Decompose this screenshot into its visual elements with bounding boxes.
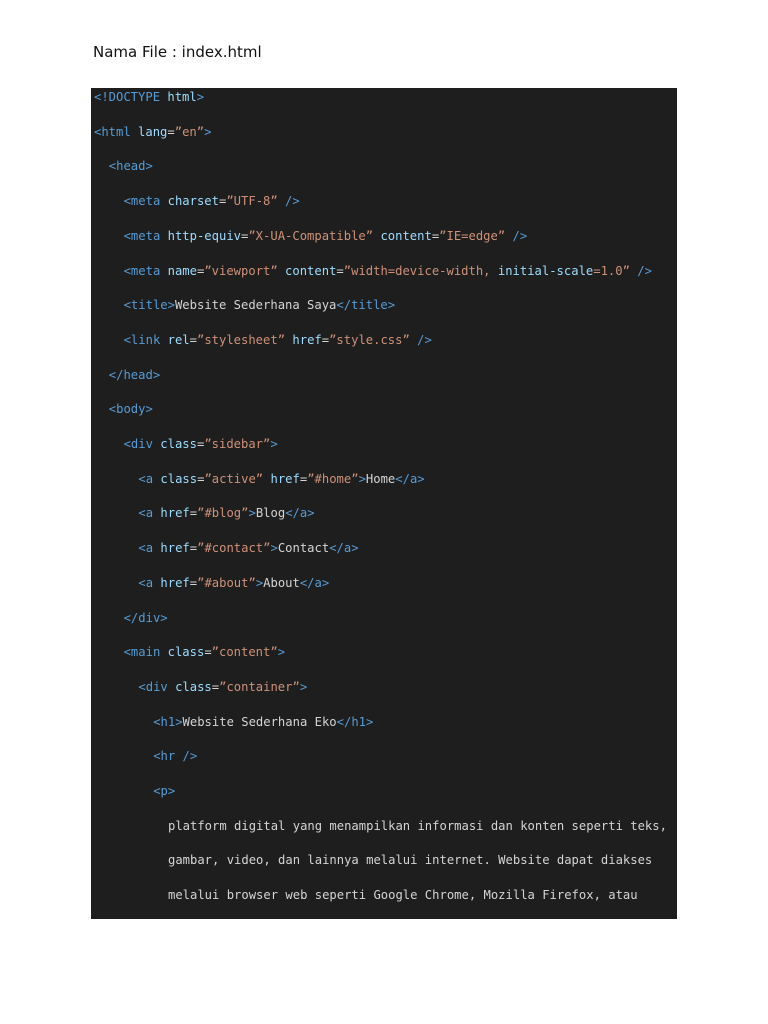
code-line (124, 331, 432, 349)
code-token: ”stylesheet” (196, 332, 286, 347)
code-token: <a (138, 575, 161, 590)
code-token: <div (123, 437, 161, 451)
code-token: href (160, 541, 190, 556)
code-token: <main (123, 645, 168, 660)
code-token: > (358, 471, 366, 486)
code-token: ”container” (219, 679, 300, 694)
code-line (94, 123, 211, 141)
code-token: > (204, 124, 212, 139)
code-token: = (211, 679, 220, 694)
code-token: rel (167, 332, 190, 347)
code-block (91, 88, 677, 919)
code-token: = (299, 471, 308, 486)
code-token: class (167, 645, 205, 660)
code-token: <html (94, 124, 139, 139)
code-token: = (196, 437, 205, 451)
code-token: class (160, 471, 198, 486)
file-name-label: Nama File : index.html (93, 43, 262, 61)
code-line (138, 470, 424, 488)
code-token: = (431, 228, 440, 243)
code-line (124, 643, 285, 661)
code-token: content (285, 263, 337, 278)
code-token: </a> (329, 541, 359, 556)
code-token: > (270, 437, 278, 451)
code-line (138, 504, 314, 522)
code-token: </a> (299, 575, 330, 590)
code-line (109, 157, 153, 175)
code-line (124, 296, 396, 314)
code-line (153, 713, 373, 731)
code-token: Contact (277, 541, 330, 556)
code-token: > (277, 645, 286, 660)
code-token: ”style.css” (329, 332, 410, 347)
code-token: = (167, 124, 175, 139)
code-token: > (255, 575, 264, 590)
code-token: http-equiv (167, 228, 241, 243)
code-line (124, 262, 652, 280)
code-token: </a> (285, 506, 315, 521)
code-token: </div> (123, 610, 168, 625)
code-token: ”en” (174, 124, 205, 139)
code-token: <meta (123, 263, 168, 278)
code-token: <a (138, 541, 161, 556)
code-token: ”sidebar” (204, 437, 271, 451)
code-token: initial-scale (497, 263, 594, 278)
code-token: class (175, 679, 212, 694)
code-line (168, 851, 652, 869)
code-token: platform digital yang menampilkan informasi dan konten seperti teks, (168, 818, 667, 833)
code-token: > (248, 506, 256, 521)
code-token: class (160, 437, 197, 451)
code-token: <title> (123, 298, 175, 313)
code-line (168, 886, 638, 904)
code-line (94, 88, 204, 106)
code-token: = (197, 471, 205, 486)
code-line (124, 435, 278, 453)
code-token: Blog (255, 506, 286, 521)
code-token: =1.0” (593, 263, 630, 278)
code-token: = (189, 506, 198, 521)
code-token: = (219, 194, 227, 209)
code-token: ”active” (204, 471, 264, 486)
code-token: <meta (123, 194, 168, 209)
code-token: <div (138, 679, 176, 694)
code-token: ”viewport” (204, 263, 278, 278)
code-token: <!DOCTYPE (94, 90, 168, 104)
code-token: > (196, 90, 205, 104)
code-token: melalui browser web seperti Google Chrome, Mozilla Firefox, atau (168, 888, 638, 903)
code-token: = (189, 332, 197, 347)
code-token: gambar, video, dan lainnya melalui internet. Website dapat diakses (168, 853, 653, 868)
code-token: href (160, 575, 190, 590)
code-token: > (270, 541, 278, 556)
code-token: href (160, 506, 190, 521)
code-token: <body> (108, 402, 153, 417)
code-token: = (189, 541, 198, 556)
code-token: About (263, 575, 300, 590)
code-token: = (241, 228, 249, 243)
code-token: <a (138, 506, 161, 521)
code-line (124, 192, 300, 210)
code-line (138, 678, 307, 696)
code-token: ”content” (211, 645, 278, 660)
code-line (109, 366, 160, 384)
code-token: Website Sederhana Saya (174, 298, 337, 313)
code-token: Website Sederhana Eko (182, 714, 337, 729)
code-token: lang (138, 124, 168, 139)
code-token: ”X-UA-Compatible” (248, 228, 374, 243)
code-line (168, 817, 667, 835)
code-token: <hr /> (153, 749, 198, 764)
code-token: > (299, 679, 308, 694)
code-line (124, 227, 528, 245)
code-token: /> (277, 194, 300, 209)
code-line (109, 400, 153, 418)
code-token: ”UTF-8” (226, 194, 278, 209)
code-token: </a> (395, 471, 425, 486)
code-token: href (292, 332, 322, 347)
code-token: </h1> (336, 714, 374, 729)
code-token: = (189, 575, 198, 590)
code-token: <a (138, 471, 161, 486)
code-token: <head> (108, 159, 153, 174)
code-token: = (204, 645, 212, 660)
code-token: <link (123, 332, 168, 347)
code-token: ”#about” (197, 575, 256, 590)
code-token: ”#blog” (197, 506, 249, 521)
code-token: /> (629, 263, 652, 278)
code-token: ”width=device-width, (343, 263, 498, 278)
code-line (138, 539, 358, 557)
code-token: ”IE=edge” (439, 228, 506, 243)
code-token: /> (505, 228, 528, 243)
code-line (153, 747, 197, 765)
code-line (124, 609, 168, 627)
code-token: name (167, 263, 197, 278)
code-line (138, 574, 329, 592)
code-token: <h1> (153, 714, 183, 729)
code-token: ”#home” (307, 471, 359, 486)
code-line (153, 782, 175, 800)
code-token: <p> (153, 784, 176, 798)
code-token: ”#contact” (197, 541, 271, 556)
code-token (278, 264, 285, 278)
code-token: /> (409, 332, 432, 347)
code-token: html (167, 90, 197, 104)
code-token: </head> (108, 367, 161, 382)
code-token: = (321, 332, 330, 347)
code-token: </title> (336, 298, 396, 313)
code-token: content (380, 228, 432, 243)
code-token: <meta (123, 228, 168, 243)
code-token: Home (365, 471, 396, 486)
code-token: = (336, 263, 344, 278)
code-token: href (270, 471, 300, 486)
code-token: = (196, 263, 205, 278)
code-token: charset (167, 194, 219, 209)
